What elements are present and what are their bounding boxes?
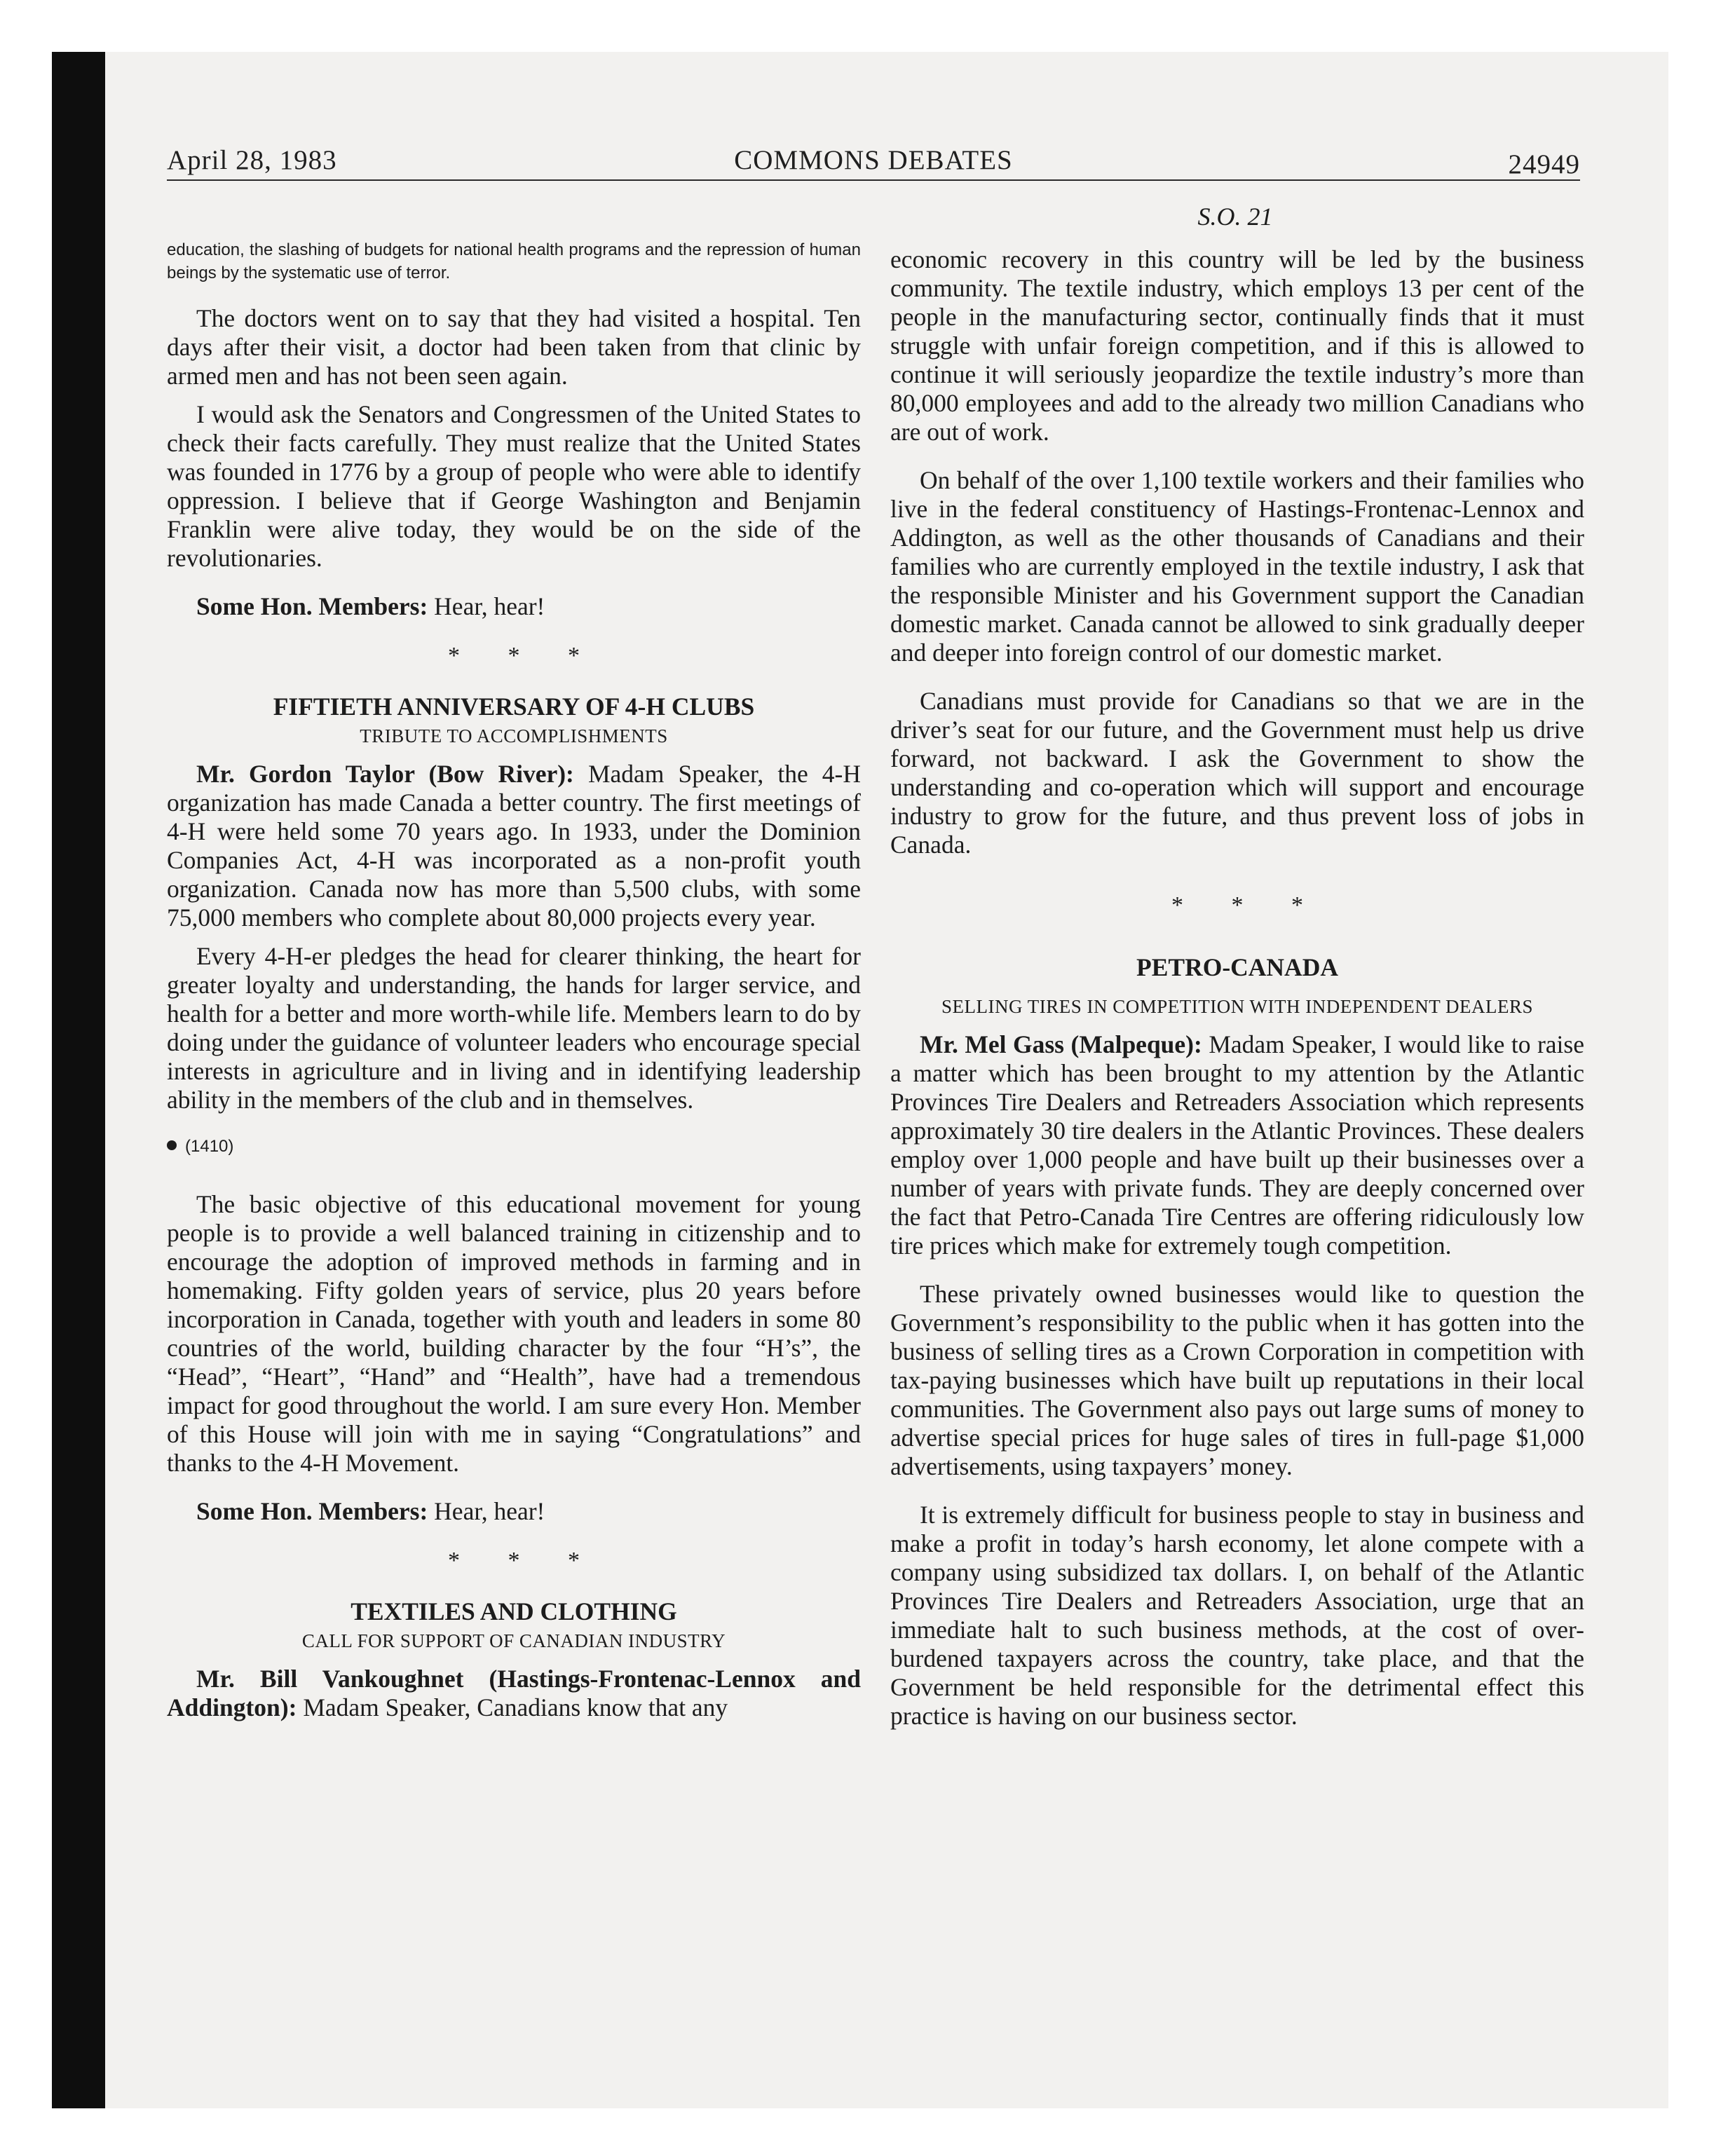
paragraph: Every 4-H-er pledges the head for clearer thinking, the heart for greater loyalty and understanding, the hands for larger service, and health for a better and more worth-while life. Members learn to do by doing under the guidance of volunteer leaders who encourage special interests in agriculture and in living and in identifying leadership ability in the members of the club and in themselves.	[167, 942, 861, 1114]
header-page-number: 24949	[1508, 149, 1580, 179]
speech	[167, 760, 861, 932]
section-heading: TEXTILES AND CLOTHING	[351, 1597, 677, 1625]
speech-text: Madam Speaker, the 4-H organization has made Canada a better country. The first meetings of 4-H were held some 70 years ago. In 1933, under the Dominion Companies Act, 4-H was incorporated as a non-profit youth organization. Canada now has more than 5,500 clubs, with some 75,000 members who complete about 80,000 projects every year.	[167, 760, 861, 932]
speaker-name: Mr. Mel Gass (Malpeque):	[920, 1030, 1202, 1058]
paragraph: On behalf of the over 1,100 textile workers and their families who live in the federal constituency of Hastings-Frontenac-Lennox and Addington, as well as the other thousands of Canadians and their families who are currently employed in the textile industry, I ask that the responsible Minister and his Government support the Canadian domestic market. Canada cannot be allowed to sink gradually deeper and deeper into foreign control of our domestic market.	[890, 466, 1584, 667]
section-subheading: TRIBUTE TO ACCOMPLISHMENTS	[360, 725, 668, 746]
speech-text: Madam Speaker, I would like to raise a matter which has been brought to my attention by the Atlantic Provinces Tire Dealers and Retreaders Association which represents approximately 30 tire dealers in the Atlantic Provinces. These dealers employ over 1,000 people and have built up their businesses over a number of years with private funds. They are deeply concerned over the fact that Petro-Canada Tire Centres are offering ridiculously low tire prices which make for extremely tough competition.	[890, 1030, 1584, 1260]
paragraph: These privately owned businesses would like to question the Government’s responsibility to the public when it has gotten into the business of selling tires as a Crown Corporation in competition with tax-paying businesses which have built up reputations in their local communities. The Government also pays out large sums of money to advertise special prices for huge sales of tires in full-page $1,000 advertisements, using taxpayers’ money.	[890, 1280, 1584, 1480]
scan-border	[52, 52, 105, 2108]
right-column	[890, 245, 1584, 1731]
section-break: * * *	[448, 1548, 601, 1574]
bullet-icon	[167, 1140, 177, 1150]
continuation-text: education, the slashing of budgets for national health programs and the repression of human beings by the systematic use of terror.	[167, 240, 861, 282]
speech	[167, 1665, 861, 1722]
speech	[890, 1030, 1584, 1260]
time-mark-text: (1410)	[185, 1137, 234, 1156]
section-heading: FIFTIETH ANNIVERSARY OF 4-H CLUBS	[273, 692, 755, 721]
speaker-name: Some Hon. Members:	[196, 1497, 428, 1525]
section-label: S.O. 21	[1197, 203, 1273, 231]
paragraph: economic recovery in this country will be led by the business community. The textile industry, which employs 13 per cent of the people in the manufacturing sector, continually finds that it must struggle with unfair foreign competition, and if this is allowed to continue it will seriously jeopardize the textile industry’s more than 80,000 employees and add to the already two million Canadians who are out of work.	[890, 245, 1584, 446]
members-response	[167, 592, 861, 621]
speaker-name: Mr. Bill Vankoughnet (Hastings-Frontenac-Lennox and Addington):	[167, 1665, 861, 1721]
paragraph: I would ask the Senators and Congressmen of the United States to check their facts carefully. They must realize that the United States was founded in 1776 by a group of people who were able to identify oppression. I believe that if George Washington and Benjamin Franklin were alive today, they would be on the side of the revolutionaries.	[167, 400, 861, 572]
section-break: * * *	[1171, 892, 1324, 918]
header-date: April 28, 1983	[167, 145, 337, 175]
left-column	[167, 238, 861, 1722]
speech-text: Madam Speaker, Canadians know that any	[297, 1693, 728, 1721]
section-break: * * *	[448, 643, 601, 669]
time-marker	[167, 1134, 861, 1159]
paragraph: The doctors went on to say that they had visited a hospital. Ten days after their visit, a doctor had been taken from that clinic by armed men and has not been seen again.	[167, 304, 861, 390]
response-text: Hear, hear!	[428, 592, 545, 620]
section-subheading: CALL FOR SUPPORT OF CANADIAN INDUSTRY	[301, 1630, 726, 1651]
paragraph: Canadians must provide for Canadians so that we are in the driver’s seat for our future, and the Government must help us drive forward, not backward. I ask the Government to show the understanding and co-operation which will support and encourage industry to grow for the future, and thus prevent loss of jobs in Canada.	[890, 687, 1584, 859]
section-heading: PETRO-CANADA	[1136, 953, 1338, 981]
section-subheading: SELLING TIRES IN COMPETITION WITH INDEPENDENT DEALERS	[941, 996, 1533, 1017]
members-response	[167, 1497, 861, 1526]
speaker-name: Some Hon. Members:	[196, 592, 428, 620]
response-text: Hear, hear!	[428, 1497, 545, 1525]
speaker-name: Mr. Gordon Taylor (Bow River):	[196, 760, 574, 788]
paragraph: It is extremely difficult for business people to stay in business and make a profit in today’s harsh economy, let alone compete with a company using subsidized tax dollars. I, on behalf of the Atlantic Provinces Tire Dealers and Retreaders Association, urge that an immediate halt to such business methods, at the cost of over-burdened taxpayers across the country, take place, and that the Government be held responsible for the detrimental effect this practice is having on our business sector.	[890, 1501, 1584, 1730]
header-rule	[167, 179, 1580, 181]
header-publication: COMMONS DEBATES	[734, 145, 1013, 175]
paragraph: The basic objective of this educational movement for young people is to provide a well balanced training in citizenship and to encourage the adoption of improved methods in farming and in homemaking. Fifty golden years of service, plus 20 years before incorporation in Canada, together with youth and leaders in some 80 countries of the world, building character by the four “H’s”, the “Head”, “Heart”, “Hand” and “Health”, have had a tremendous impact for good throughout the world. I am sure every Hon. Member of this House will join with me in saying “Congratulations” and thanks to the 4-H Movement.	[167, 1190, 861, 1477]
